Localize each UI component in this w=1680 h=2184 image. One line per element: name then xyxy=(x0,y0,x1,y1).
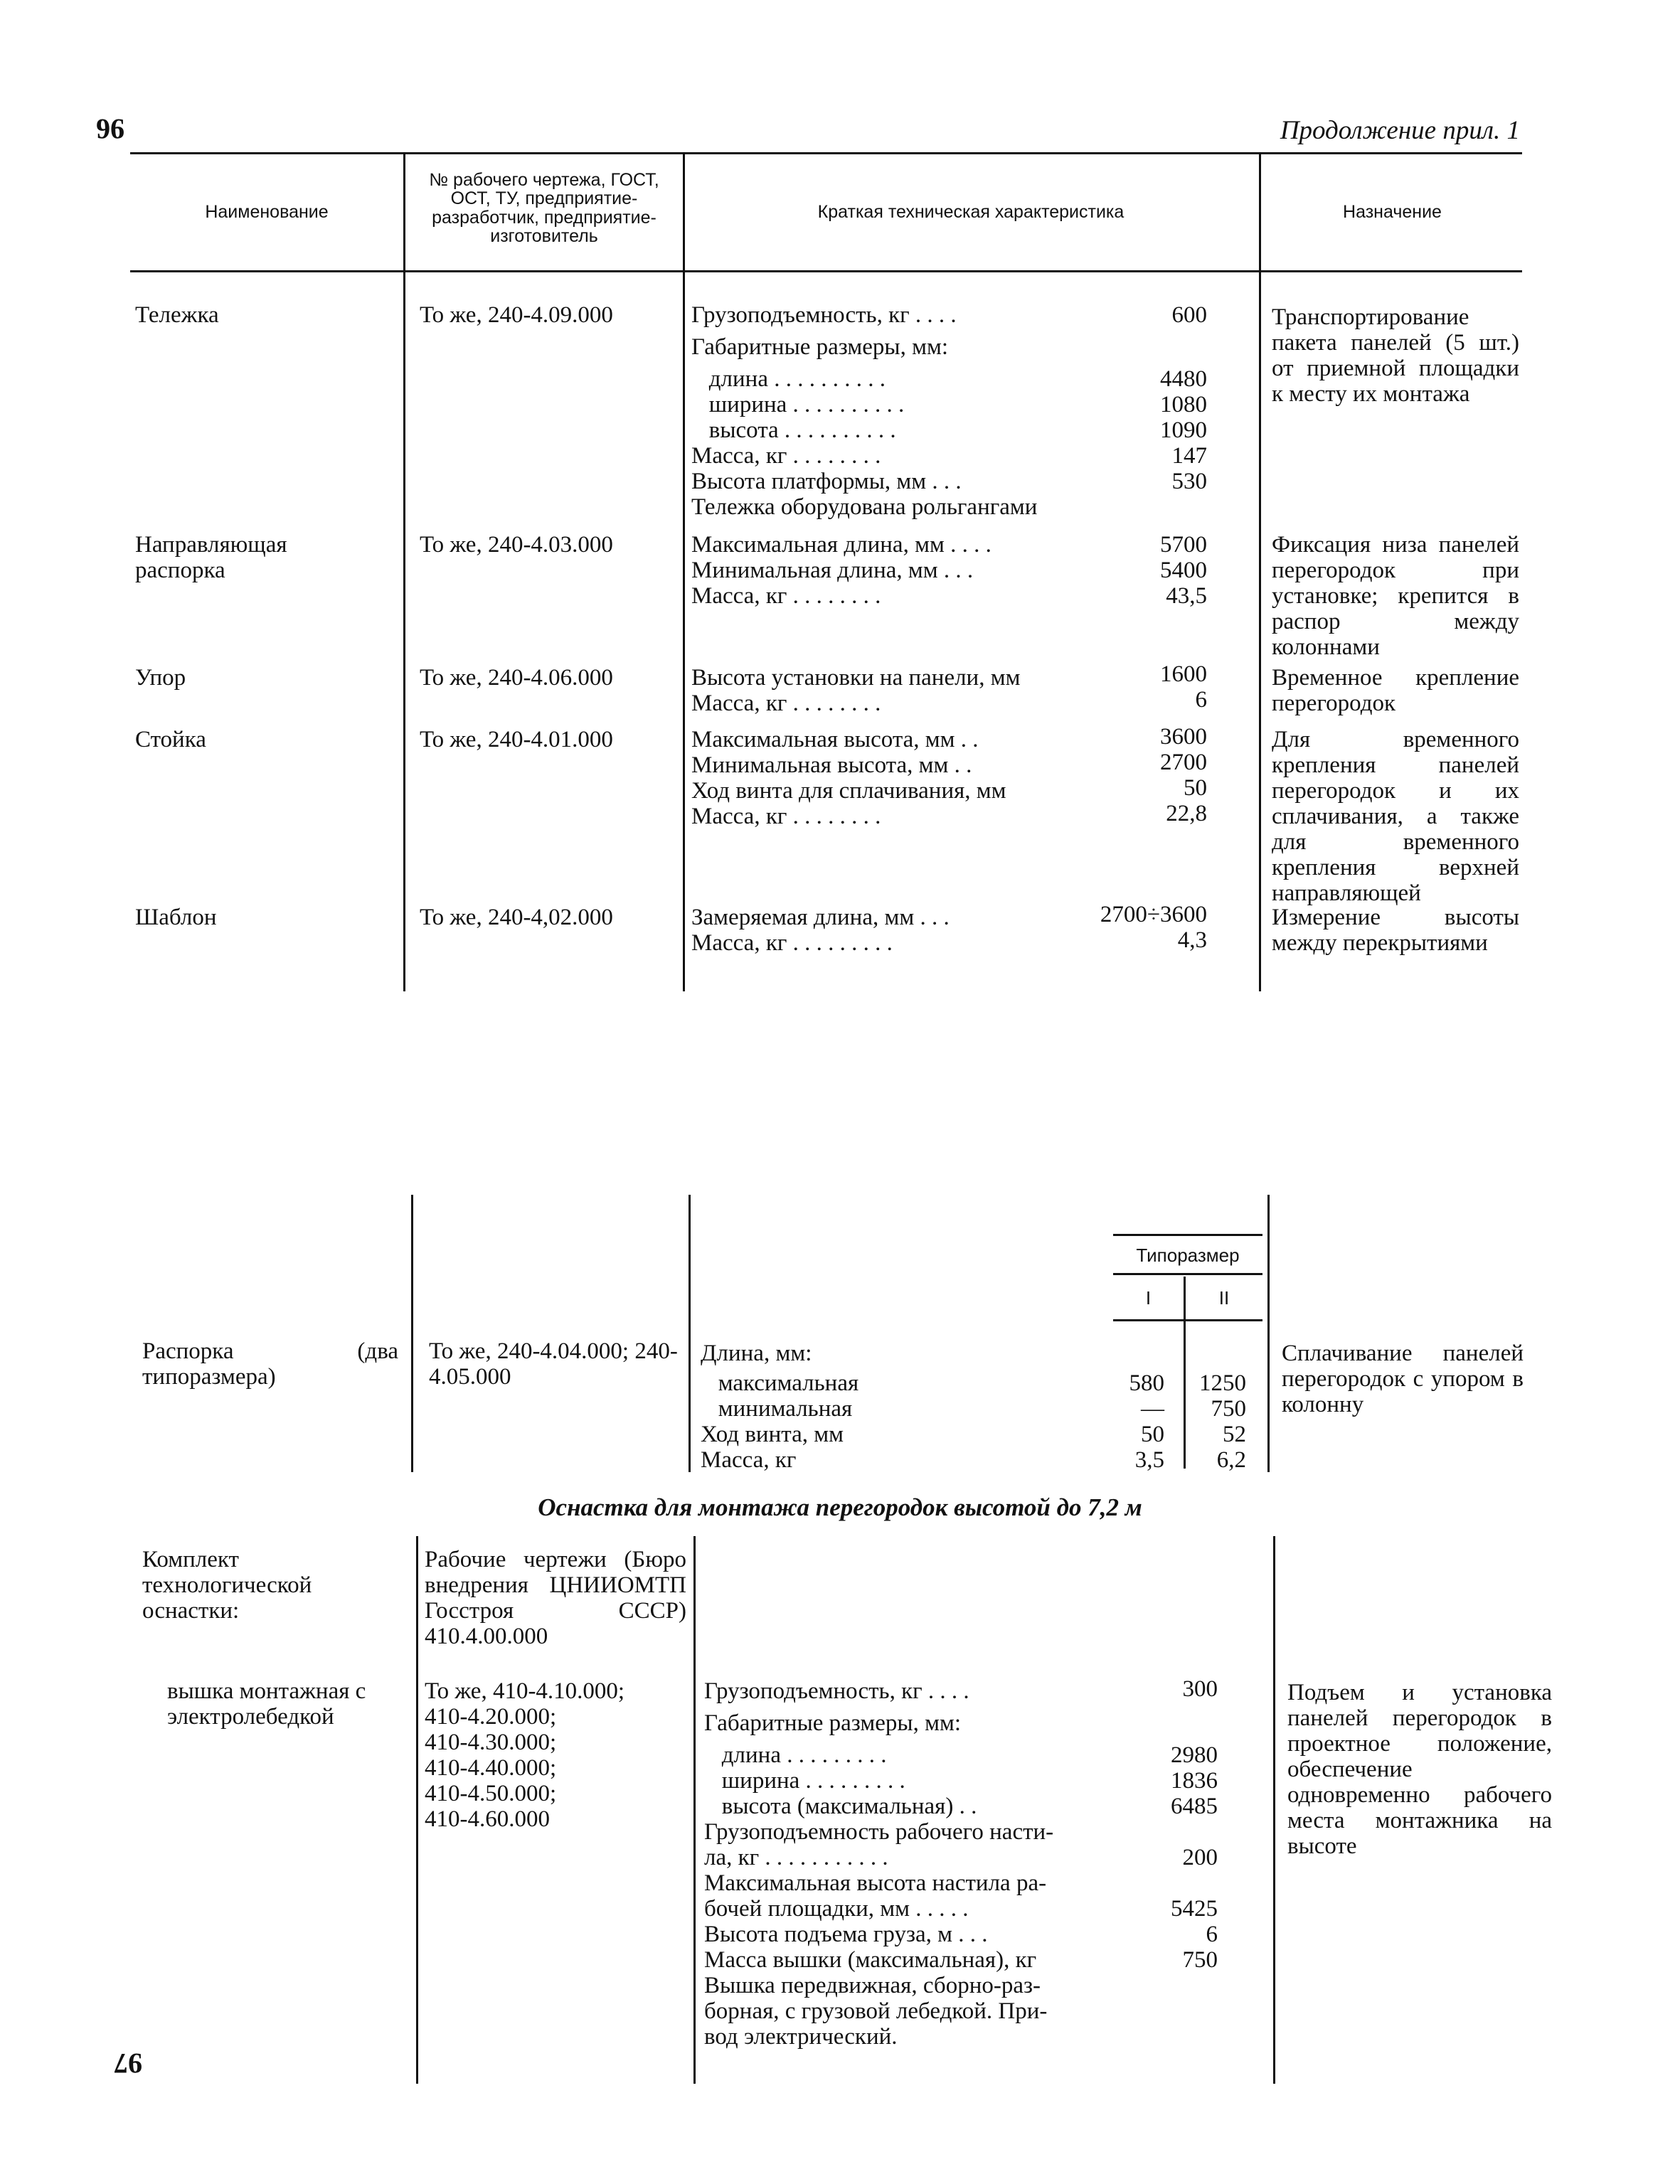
spec-value: 750 xyxy=(1182,1947,1218,1973)
spec-line: Тележка оборудована рольгангами xyxy=(691,494,1038,520)
spec-value: 1090 xyxy=(1160,417,1207,443)
spec-line: Максимальная высота, мм . . xyxy=(691,727,979,752)
drawing-line: То же, 410-4.10.000; xyxy=(425,1678,625,1704)
spec-value: 4,3 xyxy=(1177,927,1207,953)
spec-value: 600 xyxy=(1171,302,1207,328)
spec-value: 3600 xyxy=(1160,724,1207,750)
spec-line: Вышка передвижная, сборно-раз- xyxy=(704,1973,1041,1998)
row-name-rasporka-napr: Направляющая распорка xyxy=(135,532,287,583)
bot-col-divider-1 xyxy=(416,1536,418,2084)
drawing-line: 410-4.20.000; xyxy=(425,1704,557,1730)
row-drawing-telezhka: То же, 240-4.09.000 xyxy=(420,302,613,328)
spec-value-ii: 6,2 xyxy=(1216,1447,1246,1473)
tiporazmer-rule-bottom xyxy=(1113,1319,1262,1321)
spec-line: Габаритные размеры, мм: xyxy=(691,334,949,360)
spec-value: 1600 xyxy=(1160,661,1207,687)
mid-col-divider-2 xyxy=(689,1195,691,1472)
row-purpose-upor: Временное крепление перегородок xyxy=(1272,665,1519,716)
row-name-telezhka: Тележка xyxy=(135,302,219,328)
mid-col-divider-1 xyxy=(411,1195,413,1472)
spec-value: 2700÷3600 xyxy=(1100,902,1207,927)
spec-line: ширина . . . . . . . . . xyxy=(704,1768,905,1794)
drawing-line: 410-4.40.000; xyxy=(425,1755,557,1781)
spec-value: 2980 xyxy=(1171,1742,1218,1768)
page-number-bottom: 97 xyxy=(114,2047,142,2079)
spec-line: Габаритные размеры, мм: xyxy=(704,1710,962,1736)
spec-value: 5700 xyxy=(1160,532,1207,558)
spec-line: ла, кг . . . . . . . . . . . xyxy=(704,1845,888,1870)
header-spec: Краткая техническая характеристика xyxy=(817,202,1125,222)
row-name-upor: Упор xyxy=(135,665,186,691)
spec-value: 6 xyxy=(1195,687,1207,713)
spec-line: ширина . . . . . . . . . . xyxy=(691,392,905,417)
drawing-line: 410-4.30.000; xyxy=(425,1730,557,1755)
spec-line: максимальная xyxy=(701,1370,859,1396)
spec-line: Высота платформы, мм . . . xyxy=(691,469,962,494)
mid-col-divider-3 xyxy=(1267,1195,1270,1472)
spec-value: 6485 xyxy=(1171,1794,1218,1819)
spec-line: высота (максимальная) . . xyxy=(704,1794,977,1819)
spec-line: Максимальная высота настила ра- xyxy=(704,1870,1047,1896)
row-drawing-rasporka: То же, 240-4.04.000; 240-4.05.000 xyxy=(429,1338,678,1390)
spec-value: 4480 xyxy=(1160,366,1207,392)
spec-line: вод электрический. xyxy=(704,2024,898,2050)
spec-value: 5425 xyxy=(1171,1896,1218,1922)
row-name-stoika: Стойка xyxy=(135,727,206,752)
spec-line: Замеряемая длина, мм . . . xyxy=(691,905,950,930)
spec-value: 1080 xyxy=(1160,392,1207,417)
spec-line: Масса, кг . . . . . . . . xyxy=(691,583,881,609)
spec-line: Высота подъема груза, м . . . xyxy=(704,1922,988,1947)
spec-line: Масса, кг xyxy=(701,1447,797,1473)
row-drawing-stoika: То же, 240-4.01.000 xyxy=(420,727,613,752)
spec-line: Масса, кг . . . . . . . . . xyxy=(691,930,893,956)
header-drawing: № рабочего чертежа, ГОСТ, ОСТ, ТУ, предприятие-разработчик, предприятие-изготовитель xyxy=(429,170,659,246)
spec-value: 1836 xyxy=(1171,1768,1218,1794)
row-name-vyshka: вышка монтажная с электролебедкой xyxy=(167,1678,366,1730)
spec-value: 22,8 xyxy=(1166,801,1207,826)
spec-value: 5400 xyxy=(1160,558,1207,583)
spec-line: Масса вышки (максимальная), кг xyxy=(704,1947,1037,1973)
bot-col-divider-2 xyxy=(693,1536,696,2084)
spec-line: Масса, кг . . . . . . . . xyxy=(691,691,881,716)
row-purpose-shablon: Измерение высоты между перекрытиями xyxy=(1272,905,1519,956)
spec-value: 43,5 xyxy=(1166,583,1207,609)
spec-line: Грузоподъемность, кг . . . . xyxy=(691,302,957,328)
drawing-line: 410-4.50.000; xyxy=(425,1781,557,1806)
section-subheading: Оснастка для монтажа перегородок высотой до 7,2 м xyxy=(538,1493,1142,1521)
col-divider-2 xyxy=(683,154,685,991)
spec-value: 2700 xyxy=(1160,750,1207,775)
spec-value-ii: 52 xyxy=(1223,1422,1246,1447)
spec-value: 200 xyxy=(1182,1845,1218,1870)
spec-line: длина . . . . . . . . . xyxy=(704,1742,887,1768)
spec-value-i: — xyxy=(1141,1396,1164,1422)
spec-value-i: 3,5 xyxy=(1134,1447,1164,1473)
spec-line: Ход винта для сплачивания, мм xyxy=(691,778,1006,804)
spec-line: Масса, кг . . . . . . . . xyxy=(691,804,881,829)
row-name-komplekt: Комплект технологической оснастки: xyxy=(142,1547,312,1624)
spec-line: бочей площадки, мм . . . . . xyxy=(704,1896,969,1922)
table-top-rule xyxy=(130,152,1522,154)
spec-line: Грузоподъемность рабочего насти- xyxy=(704,1819,1054,1845)
spec-line: борная, с грузовой лебедкой. При- xyxy=(704,1998,1048,2024)
spec-line: Длина, мм: xyxy=(701,1341,812,1366)
row-purpose-telezhka: Транспортирование пакета панелей (5 шт.) от приемной площадки к месту их монтажа xyxy=(1272,304,1519,407)
spec-line: минимальная xyxy=(701,1396,853,1422)
header-purpose: Назначение xyxy=(1343,202,1442,222)
spec-line: длина . . . . . . . . . . xyxy=(691,366,886,392)
row-purpose-stoika: Для временного крепления панелей перегородок и их сплачивания, а также для временного крепления верхней направляющей xyxy=(1272,727,1519,906)
tiporazmer-rule-top xyxy=(1113,1234,1262,1236)
bot-col-divider-3 xyxy=(1273,1536,1275,2084)
spec-line: Максимальная длина, мм . . . . xyxy=(691,532,991,558)
row-purpose-rasporka: Сплачивание панелей перегородок с упором в колонну xyxy=(1282,1341,1524,1417)
header-name: Наименование xyxy=(205,202,329,222)
spec-line: Минимальная длина, мм . . . xyxy=(691,558,974,583)
spec-value: 50 xyxy=(1184,775,1207,801)
spec-line: Грузоподъемность, кг . . . . xyxy=(704,1678,969,1704)
spec-value-ii: 750 xyxy=(1211,1396,1246,1422)
row-drawing-upor: То же, 240-4.06.000 xyxy=(420,665,613,691)
spec-line: высота . . . . . . . . . . xyxy=(691,417,896,443)
spec-line: Высота установки на панели, мм xyxy=(691,665,1021,691)
row-drawing-rasporka-napr: То же, 240-4.03.000 xyxy=(420,532,613,558)
col-divider-3 xyxy=(1259,154,1261,991)
spec-value-i: 50 xyxy=(1141,1422,1164,1447)
spec-value-ii: 1250 xyxy=(1199,1370,1246,1396)
spec-line: Ход винта, мм xyxy=(701,1422,844,1447)
spec-value: 147 xyxy=(1171,443,1207,469)
row-drawing-komplekt: Рабочие чертежи (Бюро внедрения ЦНИИОМТП Госстроя СССР) 410.4.00.000 xyxy=(425,1547,686,1649)
row-purpose-vyshka: Подъем и установка панелей перегородок в проектное положение, обеспечение одновременно рабочего места монтажника на высоте xyxy=(1287,1680,1552,1859)
row-purpose-rasporka-napr: Фиксация низа панелей перегородок при установке; крепится в распор между колоннами xyxy=(1272,532,1519,660)
spec-line: Минимальная высота, мм . . xyxy=(691,752,972,778)
tiporazmer-rule-mid xyxy=(1113,1273,1262,1275)
spec-value: 300 xyxy=(1182,1676,1218,1702)
spec-value: 6 xyxy=(1206,1922,1218,1947)
table-header-rule xyxy=(130,270,1522,272)
spec-line: Масса, кг . . . . . . . . xyxy=(691,443,881,469)
row-name-rasporka: Распорка (два типоразмера) xyxy=(142,1338,398,1390)
row-drawing-shablon: То же, 240-4,02.000 xyxy=(420,905,613,930)
row-name-shablon: Шаблон xyxy=(135,905,217,930)
drawing-line: 410-4.60.000 xyxy=(425,1806,550,1832)
page-number-top: 96 xyxy=(96,113,124,145)
continuation-label: Продолжение прил. 1 xyxy=(1280,116,1520,145)
tiporazmer-label: Типоразмер xyxy=(1136,1245,1240,1266)
tiporazmer-col-ii: II xyxy=(1218,1287,1230,1309)
col-divider-1 xyxy=(403,154,405,991)
spec-value-i: 580 xyxy=(1129,1370,1164,1396)
tiporazmer-col-i: I xyxy=(1145,1287,1152,1309)
spec-value: 530 xyxy=(1171,469,1207,494)
